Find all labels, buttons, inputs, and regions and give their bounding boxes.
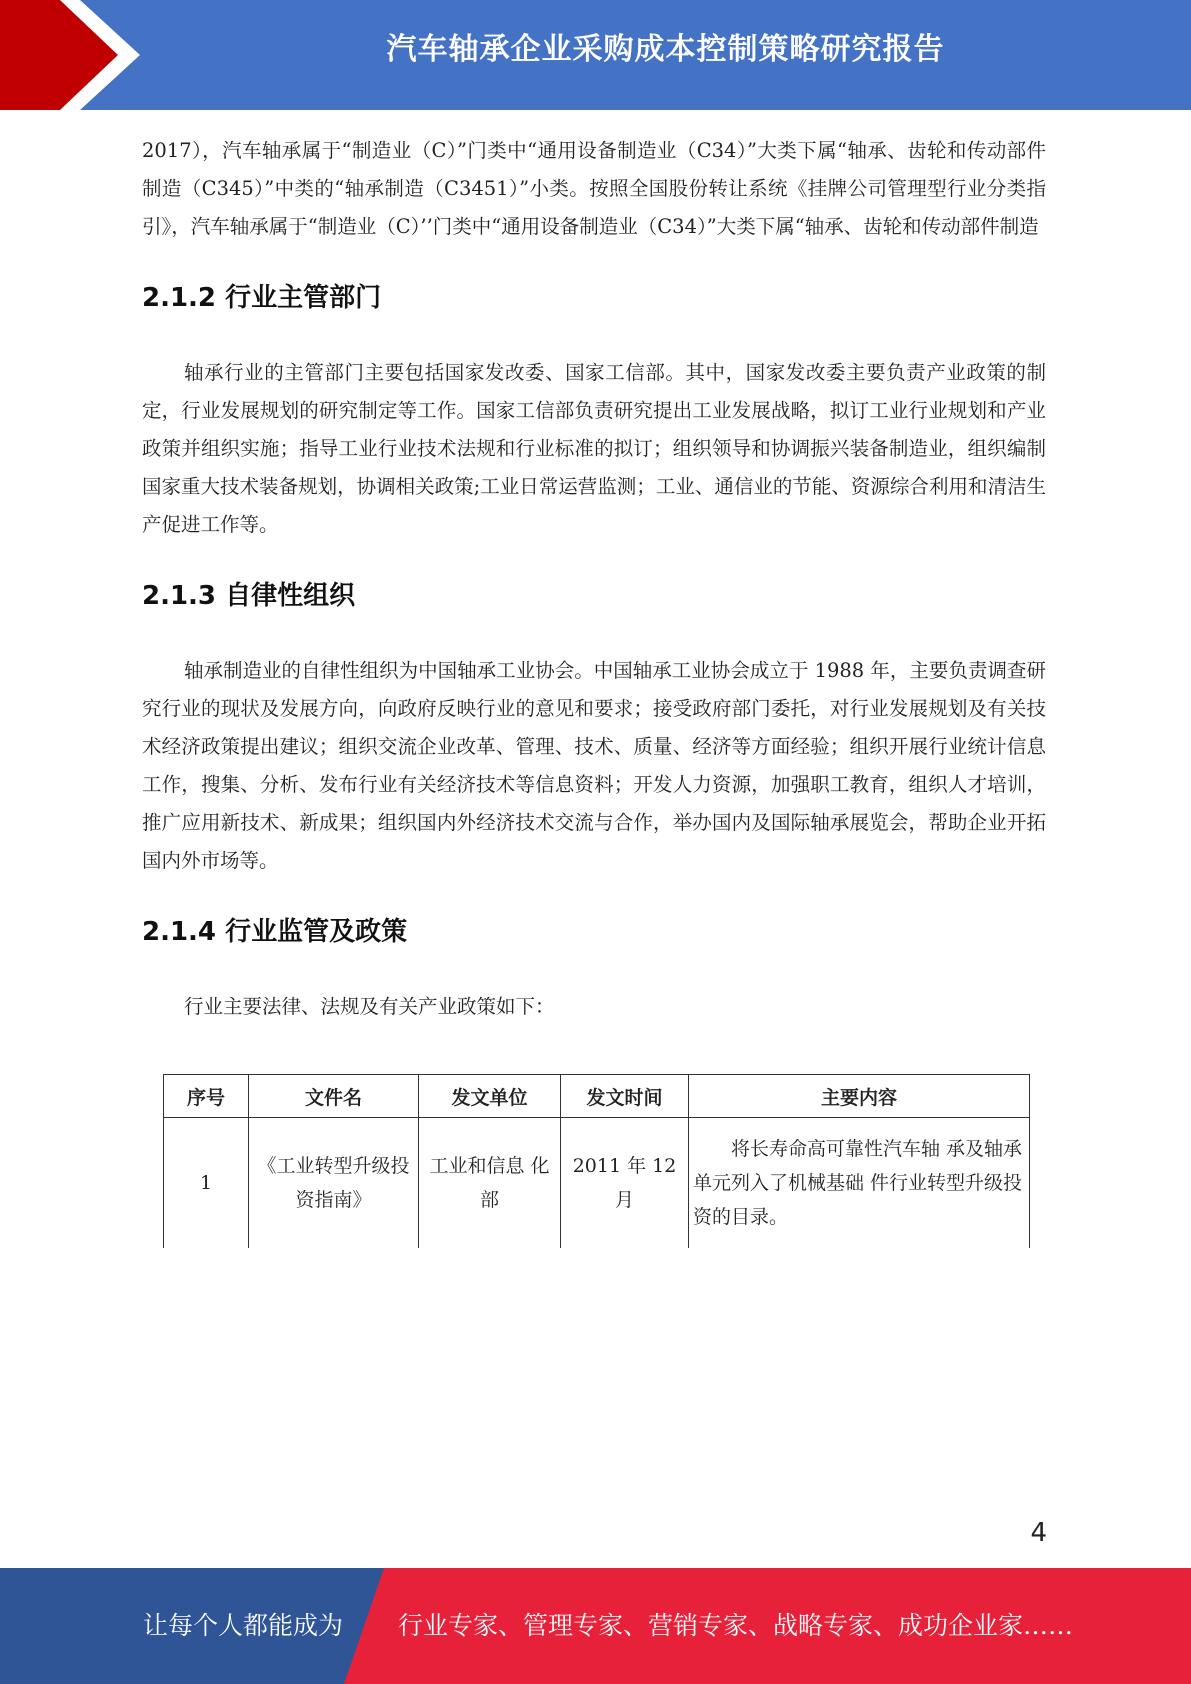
page-header — [0, 0, 1191, 110]
section-paragraph-2-1-4: 行业主要法律、法规及有关产业政策如下： — [184, 995, 555, 1018]
col-header-no: 序号 — [164, 1075, 249, 1118]
section-heading-2-1-3: 2.1.3 自律性组织 — [142, 581, 356, 611]
intro-paragraph: 2017），汽车轴承属于“制造业（C）”门类中“通用设备制造业（C34）”大类下属“轴承、齿轮和传动部件制造（C345）”中类的“轴承制造（C3451）”小类。按照全国股份转让系统《挂牌公司管理型行业分类指引》，汽车轴承属于“制造业（C）’’门类中“通用设备制造业（C34）”大类下属“轴承、齿轮和传动部件制造 — [142, 139, 1046, 238]
footer-slogan-right: 行业专家、管理专家、营销专家、战略专家、成功企业家…… — [398, 1611, 1074, 1640]
cell-unit: 工业和信息 化部 — [419, 1118, 561, 1249]
policy-table-wrapper — [163, 1074, 1029, 1248]
report-title: 汽车轴承企业采购成本控制策略研究报告 — [386, 32, 945, 67]
section-heading-2-1-2: 2.1.2 行业主管部门 — [142, 283, 382, 313]
policy-table — [163, 1074, 1030, 1248]
section-paragraph-2-1-3: 轴承制造业的自律性组织为中国轴承工业协会。中国轴承工业协会成立于 1988 年，主要负责调查研究行业的现状及发展方向，向政府反映行业的意见和要求；接受政府部门委托，对行业发展规划及有关技术经济政策提出建议；组织交流企业改革、管理、技术、质量、经济等方面经验；组织开展行业统计信息工作，搜集、分析、发布行业有关经济技术等信息资料；开发人力资源，加强职工教育，组织人才培训，推广应用新技术、新成果；组织国内外经济技术交流与合作，举办国内及国际轴承展览会，帮助企业开拓国内外市场等。 — [142, 659, 1046, 872]
col-header-name: 文件名 — [249, 1075, 419, 1118]
header-chevron-icon — [0, 0, 160, 110]
col-header-content: 主要内容 — [689, 1075, 1030, 1118]
document-body — [142, 132, 1046, 1026]
table-header-row — [164, 1075, 1030, 1118]
cell-content: 将长寿命高可靠性汽车轴 承及轴承单元列入了机械基础 件行业转型升级投资的目录。 — [689, 1118, 1030, 1249]
cell-no: 1 — [164, 1118, 249, 1249]
page-footer — [0, 1568, 1191, 1684]
col-header-date: 发文时间 — [561, 1075, 689, 1118]
cell-name: 《工业转型升级投资指南》 — [249, 1118, 419, 1249]
cell-date: 2011 年 12 月 — [561, 1118, 689, 1249]
section-heading-2-1-4: 2.1.4 行业监管及政策 — [142, 917, 408, 947]
footer-slogan-left: 让每个人都能成为 — [143, 1611, 344, 1640]
table-row — [164, 1118, 1030, 1249]
section-paragraph-2-1-2: 轴承行业的主管部门主要包括国家发改委、国家工信部。其中，国家发改委主要负责产业政策的制定，行业发展规划的研究制定等工作。国家工信部负责研究提出工业发展战略，拟订工业行业规划和产业政策并组织实施；指导工业行业技术法规和行业标准的拟订；组织领导和协调振兴装备制造业，组织编制国家重大技术装备规划，协调相关政策;工业日常运营监测；工业、通信业的节能、资源综合利用和清洁生产促进工作等。 — [142, 361, 1046, 536]
col-header-unit: 发文单位 — [419, 1075, 561, 1118]
page-number: 4 — [1030, 1518, 1047, 1548]
